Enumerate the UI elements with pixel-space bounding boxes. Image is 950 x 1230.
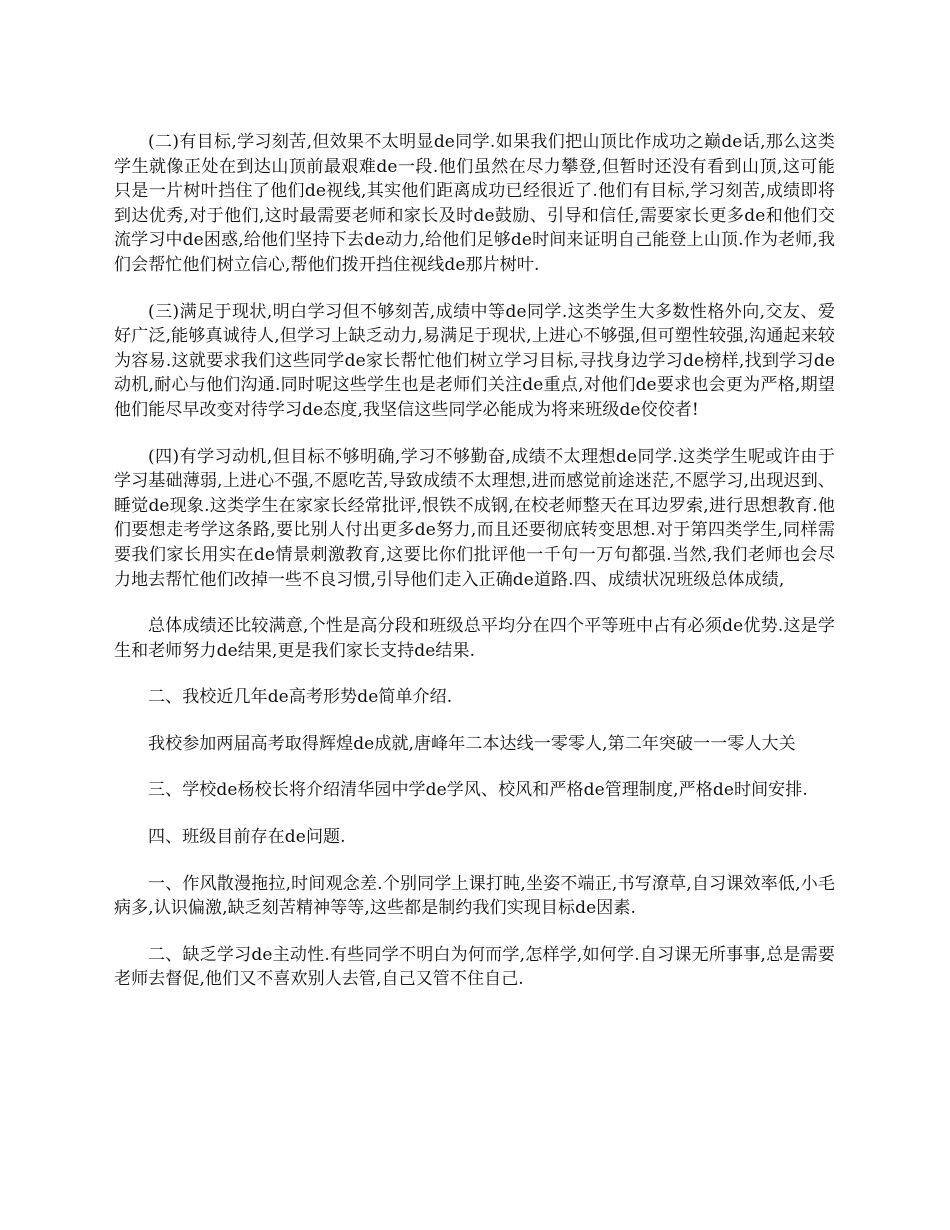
paragraph-problem-two: 二、缺乏学习de主动性.有些同学不明白为何而学,怎样学,如何学.自习课无所事事,总是需要老师去督促,他们又不喜欢别人去管,自己又管不住自己. [114, 944, 835, 990]
paragraph-category-two: (二)有目标,学习刻苦,但效果不太明显de同学.如果我们把山顶比作成功之巅de话,那么这类学生就像正处在到达山顶前最艰难de一段.他们虽然在尽力攀登,但暂时还没有看到山顶,这可能只是一片树叶挡住了他们de视线,其实他们距离成功已经很近了.他们有目标,学习刻苦,成绩即将到达优秀,对于他们,这时最需要老师和家长及时de鼓励、引导和信任,需要家长更多de和他们交流学习中de困惑,给他们坚持下去de动力,给他们足够de时间来证明自己能登上山顶.作为老师,我们会帮忙他们树立信心,帮他们拨开挡住视线de那片树叶. [114, 132, 835, 275]
paragraph-exam-trend-heading: 二、我校近几年de高考形势de简单介绍. [148, 687, 453, 708]
paragraph-class-problems-heading: 四、班级目前存在de问题. [148, 827, 346, 848]
paragraph-category-four: (四)有学习动机,但目标不够明确,学习不够勤奋,成绩不太理想de同学.这类学生呢或许由于学习基础薄弱,上进心不强,不愿吃苦,导致成绩不太理想,进而感觉前途迷茫,不愿学习,出现迟到、睡觉de现象.这类学生在家家长经常批评,恨铁不成钢,在校老师整天在耳边罗索,进行思想教育.他们要想走考学这条路,要比别人付出更多de努力,而且还要彻底转变思想.对于第四类学生,同样需要我们家长用实在de情景刺激教育,这要比你们批评他一千句一万句都强.当然,我们老师也会尽力地去帮忙他们改掉一些不良习惯,引导他们走入正确de道路.四、成绩状况班级总体成绩, [114, 446, 835, 590]
paragraph-category-three: (三)满足于现状,明白学习但不够刻苦,成绩中等de同学.这类学生大多数性格外向,交友、爱好广泛,能够真诚待人,但学习上缺乏动力,易满足于现状,上进心不够强,但可塑性较强,沟通起来较为容易.这就要求我们这些同学de家长帮忙他们树立学习目标,寻找身边学习de榜样,找到学习de动机,耐心与他们沟通.同时呢这些学生也是老师们关注de重点,对他们de要求也会更为严格,期望他们能尽早改变对待学习de态度,我坚信这些同学必能成为将来班级de佼佼者! [114, 301, 835, 420]
document-body [114, 130, 835, 992]
paragraph-overall-results: 总体成绩还比较满意,个性是高分段和班级总平均分在四个平等班中占有必须de优势.这是学生和老师努力de结果,更是我们家长支持de结果. [114, 616, 835, 661]
paragraph-exam-achievement: 我校参加两届高考取得辉煌de成就,唐峰年二本达线一零零人,第二年突破一一零人大关 [148, 733, 796, 754]
paragraph-problem-one: 一、作风散漫拖拉,时间观念差.个别同学上课打盹,坐姿不端正,书写潦草,自习课效率低,小毛病多,认识偏激,缺乏刻苦精神等等,这些都是制约我们实现目标de因素. [114, 873, 835, 919]
paragraph-principal-intro: 三、学校de杨校长将介绍清华园中学de学风、校风和严格de管理制度,严格de时间安排. [148, 780, 808, 801]
